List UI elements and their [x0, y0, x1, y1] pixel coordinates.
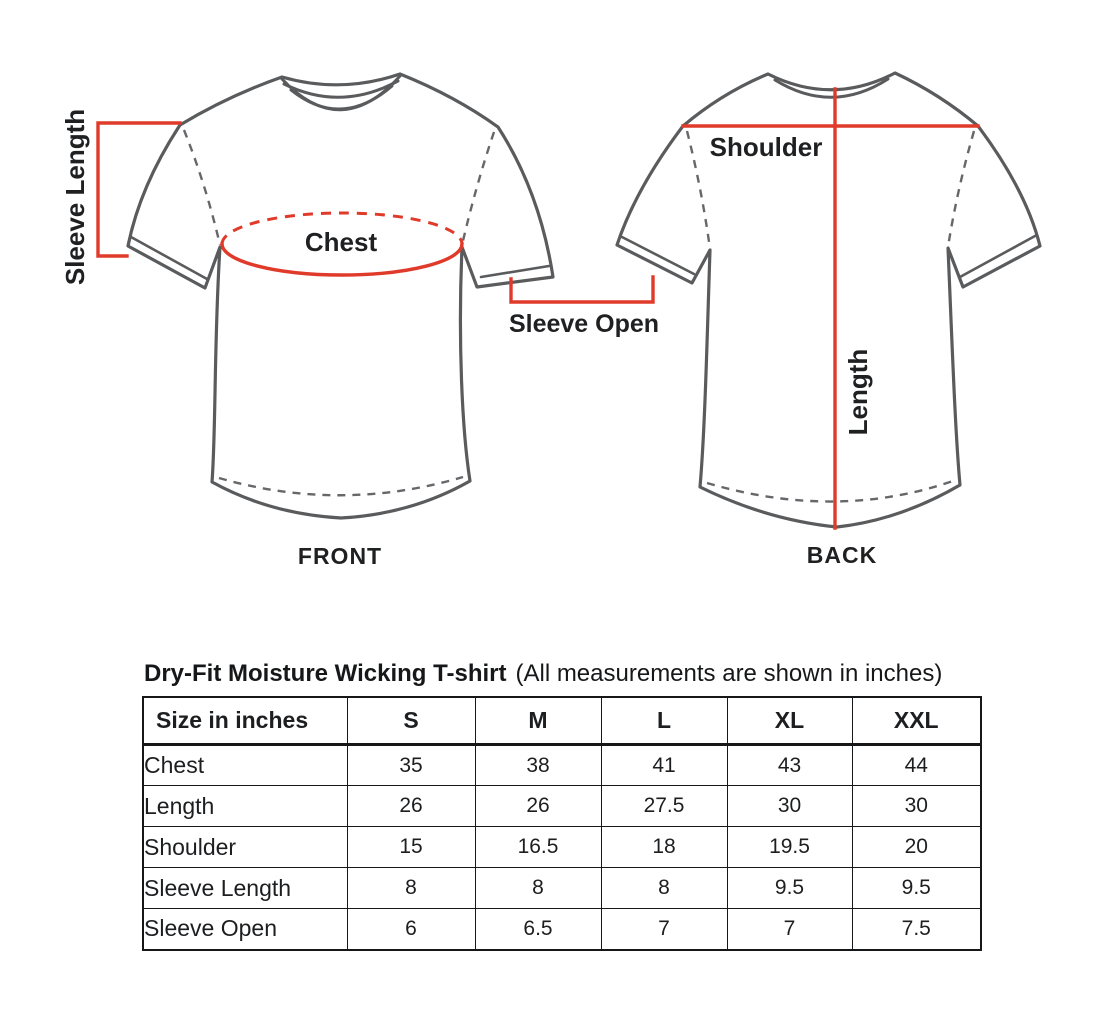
header-size-xl: XL [727, 697, 852, 745]
length-label: Length [843, 348, 873, 436]
table-row-shoulder [143, 827, 981, 868]
chest-label: Chest [304, 227, 378, 257]
cell-value: 9.5 [727, 868, 852, 909]
shoulder-label: Shoulder [709, 132, 823, 162]
row-label: Chest [143, 745, 347, 786]
cell-value: 15 [347, 827, 475, 868]
back-caption: BACK [806, 542, 878, 568]
cell-value: 30 [852, 786, 981, 827]
cell-value: 27.5 [601, 786, 727, 827]
front-caption: FRONT [297, 543, 383, 569]
sleeve-open-label: Sleeve Open [508, 310, 660, 338]
cell-value: 16.5 [475, 827, 601, 868]
size-table-section [142, 659, 980, 951]
cell-value: 8 [347, 868, 475, 909]
cell-value: 7 [601, 909, 727, 950]
cell-value: 19.5 [727, 827, 852, 868]
cell-value: 26 [475, 786, 601, 827]
cell-value: 43 [727, 745, 852, 786]
cell-value: 35 [347, 745, 475, 786]
row-label: Length [143, 786, 347, 827]
sleeve-length-label: Sleeve Length [60, 108, 90, 286]
table-row-sleeve-open [143, 909, 981, 950]
table-row-sleeve-length [143, 868, 981, 909]
cell-value: 9.5 [852, 868, 981, 909]
row-label: Shoulder [143, 827, 347, 868]
back-shirt-drawing [617, 73, 1040, 527]
table-title-product: Dry-Fit Moisture Wicking T-shirt [144, 660, 507, 687]
back-shirt-outline [617, 73, 1040, 527]
table-row-chest [143, 745, 981, 786]
cell-value: 8 [475, 868, 601, 909]
header-size-s: S [347, 697, 475, 745]
cell-value: 20 [852, 827, 981, 868]
front-shirt-outline [128, 74, 553, 518]
header-row [143, 697, 981, 745]
cell-value: 30 [727, 786, 852, 827]
cell-value: 7 [727, 909, 852, 950]
cell-value: 38 [475, 745, 601, 786]
cell-value: 7.5 [852, 909, 981, 950]
cell-value: 41 [601, 745, 727, 786]
cell-value: 6 [347, 909, 475, 950]
cell-value: 26 [347, 786, 475, 827]
header-size-in-inches: Size in inches [143, 697, 347, 745]
row-label: Sleeve Open [143, 909, 347, 950]
table-row-length [143, 786, 981, 827]
cell-value: 8 [601, 868, 727, 909]
front-shirt-drawing [128, 74, 553, 518]
header-size-l: L [601, 697, 727, 745]
cell-value: 44 [852, 745, 981, 786]
table-title [144, 659, 980, 689]
table-title-note: (All measurements are shown in inches) [515, 660, 943, 687]
cell-value: 6.5 [475, 909, 601, 950]
header-size-xxl: XXL [852, 697, 981, 745]
cell-value: 18 [601, 827, 727, 868]
header-size-m: M [475, 697, 601, 745]
row-label: Sleeve Length [143, 868, 347, 909]
size-table [142, 696, 982, 951]
